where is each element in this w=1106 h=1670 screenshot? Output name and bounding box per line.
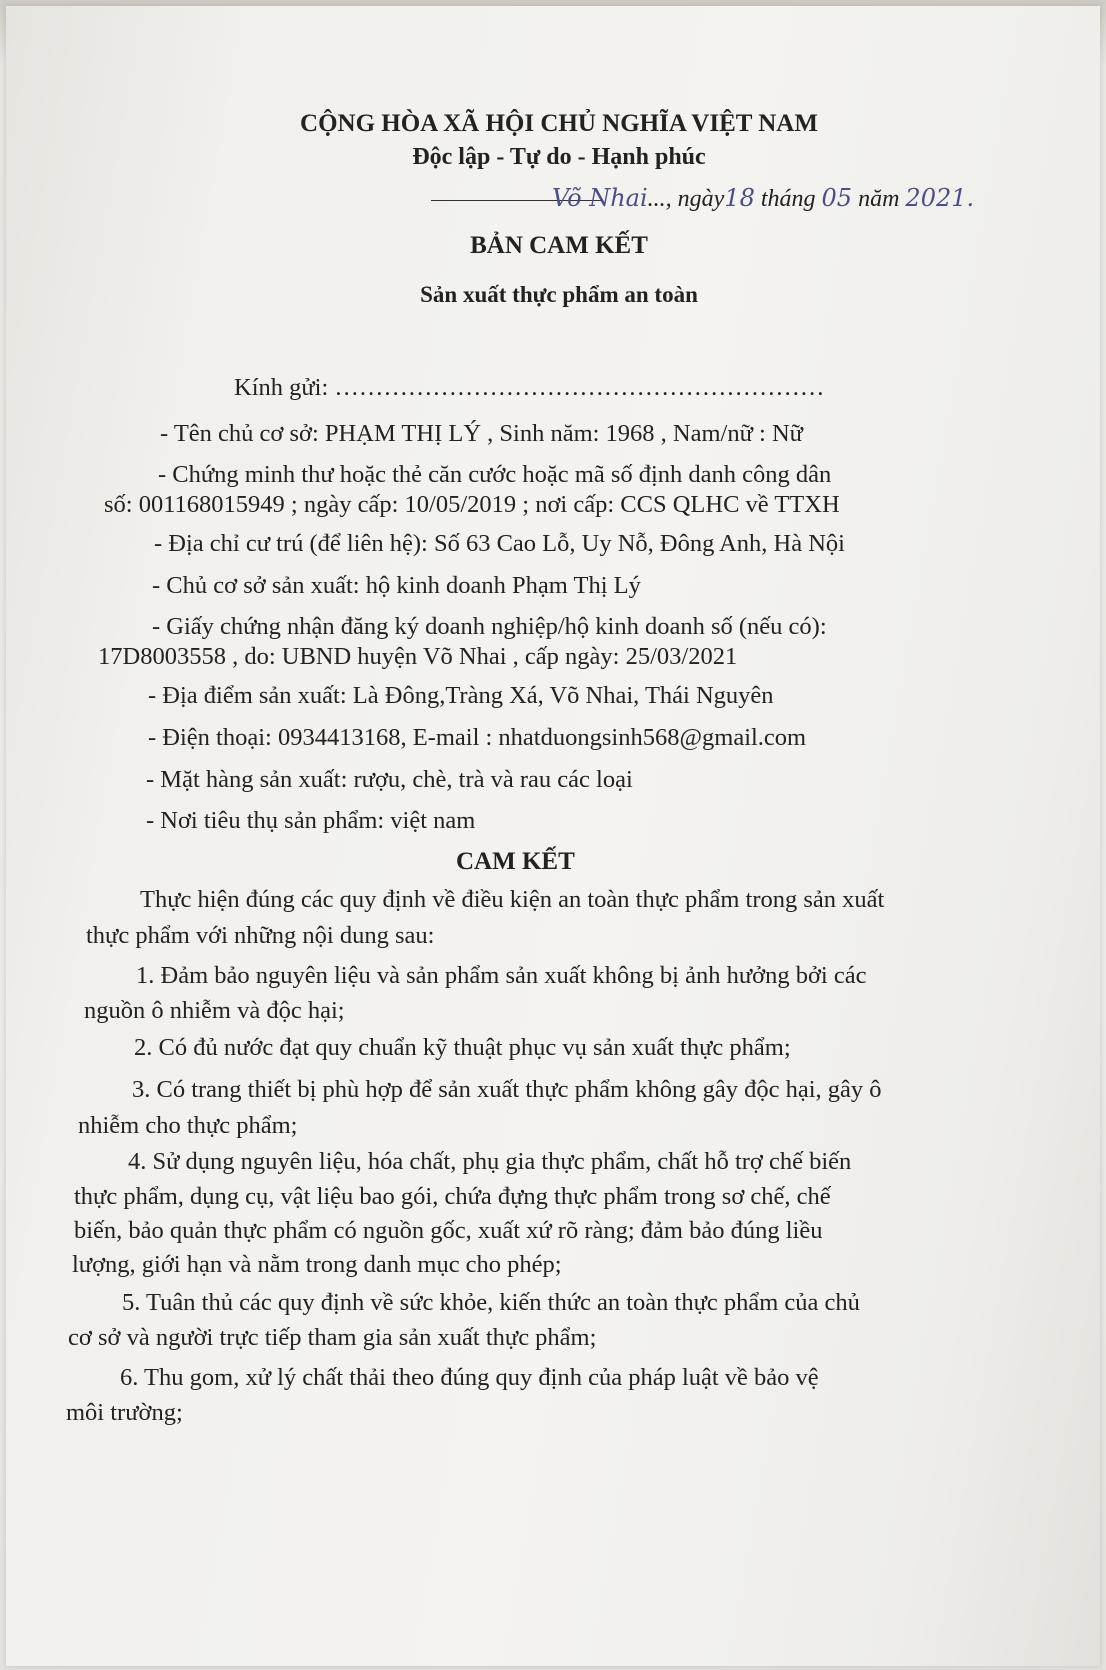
item-2: 2. Có đủ nước đạt quy chuẩn kỹ thuật phục vụ sản xuất thực phẩm; [134,1034,791,1061]
info-owner: - Tên chủ cơ sở: PHẠM THỊ LÝ , Sinh năm: 1968 , Nam/nữ : Nữ [160,420,803,447]
info-contact: - Điện thoại: 0934413168, E-mail : nhatduongsinh568@gmail.com [148,724,807,751]
item-6-line-2: môi trường; [66,1399,183,1426]
item-6-line-1: 6. Thu gom, xử lý chất thải theo đúng quy định của pháp luật về bảo vệ [120,1364,819,1391]
body-intro-2: thực phẩm với những nội dung sau: [86,922,435,949]
dateline-year: 2021. [905,184,975,212]
info-id-label: - Chứng minh thư hoặc thẻ căn cước hoặc mã số định danh công dân [158,461,832,488]
body-intro-1: Thực hiện đúng các quy định về điều kiện an toàn thực phẩm trong sản xuất [140,886,885,913]
info-products: - Mặt hàng sản xuất: rượu, chè, trà và rau các loại [146,766,633,793]
item-4-line-2: thực phẩm, dụng cụ, vật liệu bao gói, chứa đựng thực phẩm trong sơ chế, chế [74,1183,831,1210]
info-business: - Chủ cơ sở sản xuất: hộ kinh doanh Phạm Thị Lý [152,572,641,599]
item-5-line-2: cơ sở và người trực tiếp tham gia sản xuất thực phẩm; [68,1324,597,1351]
info-address: - Địa chỉ cư trú (để liên hệ): Số 63 Cao Lỗ, Uy Nỗ, Đông Anh, Hà Nội [154,530,845,557]
item-4-line-4: lượng, giới hạn và nằm trong danh mục cho phép; [72,1251,562,1278]
document-page [6,6,1100,1666]
info-market: - Nơi tiêu thụ sản phẩm: việt nam [146,807,476,834]
dateline-sep-month: tháng [760,186,816,212]
item-4-line-1: 4. Sử dụng nguyên liệu, hóa chất, phụ gia thực phẩm, chất hỗ trợ chế biến [128,1148,852,1175]
item-3-line-2: nhiễm cho thực phẩm; [78,1112,298,1139]
dateline-place: Võ Nhai [552,184,648,212]
document-title: BẢN CAM KẾT [470,232,648,259]
item-5-line-1: 5. Tuân thủ các quy định về sức khỏe, kiến thức an toàn thực phẩm của chủ [122,1289,860,1316]
info-id-number: số: 001168015949 ; ngày cấp: 10/05/2019 ; nơi cấp: CCS QLHC về TTXH [104,491,840,518]
motto-header: Độc lập - Tự do - Hạnh phúc [412,144,706,170]
info-license-number: 17D8003558 , do: UBND huyện Võ Nhai , cấp ngày: 25/03/2021 [98,643,738,670]
item-3-line-1: 3. Có trang thiết bị phù hợp để sản xuất thực phẩm không gây độc hại, gây ô [132,1076,882,1103]
dateline-month: 05 [821,184,853,212]
recipient-line: Kính gửi: …………………………………………………… [234,374,825,401]
info-location: - Địa điểm sản xuất: Là Đông,Tràng Xá, Võ Nhai, Thái Nguyên [148,682,774,709]
item-4-line-3: biến, bảo quản thực phẩm có nguồn gốc, xuất xứ rõ ràng; đảm bảo đúng liều [74,1217,823,1244]
commit-heading: CAM KẾT [456,848,575,875]
country-header: CỘNG HÒA XÃ HỘI CHỦ NGHĨA VIỆT NAM [300,110,818,137]
dateline-day: 18 [724,184,755,212]
info-license-label: - Giấy chứng nhận đăng ký doanh nghiệp/hộ kinh doanh số (nếu có): [152,613,827,640]
dateline-sep-day: ..., ngày [647,186,725,212]
item-1-line-1: 1. Đảm bảo nguyên liệu và sản phẩm sản xuất không bị ảnh hưởng bởi các [136,962,867,989]
dateline [552,184,974,213]
dateline-sep-year: năm [858,186,900,212]
item-1-line-2: nguồn ô nhiễm và độc hại; [84,997,345,1024]
document-subtitle: Sản xuất thực phẩm an toàn [420,282,698,307]
